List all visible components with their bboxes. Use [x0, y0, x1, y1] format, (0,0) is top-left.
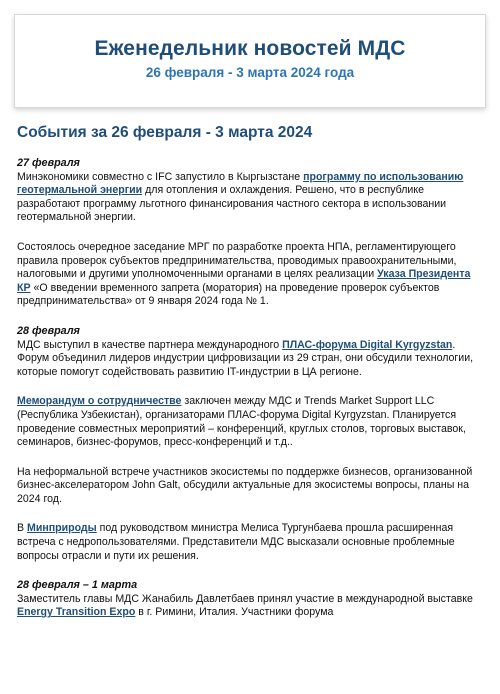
news-item-energy-expo — [17, 593, 483, 620]
newsletter-header — [14, 14, 486, 108]
news-text: заключен между МДС и Trends Market Support LLC (Республика Узбекистан), организаторами ПЛАС-форума Digital Kyrgyzstan. Планируется проведение совместных мероприятий – конференций, круглых столов, торговых выставок, семинаров, бизнес-форумов, пресс-конференций и т.д.. — [17, 395, 466, 449]
newsletter-period: 26 февраля - 3 марта 2024 года — [145, 65, 355, 80]
news-text: МДС выступил в качестве партнера международного — [17, 338, 283, 351]
news-item-john-galt: На неформальной встрече участников экосистемы по поддержке бизнесов, организованной бизнес-акселератором John Galt, обсудили актуальные для экосистемы вопросы, планы на 2024 год. — [17, 465, 473, 505]
news-text: для отопления и охлаждения. Решено, что в республике разработают программу льготного финансирования частного сектора в использовании геотермальной энергии. — [17, 184, 447, 224]
date-heading-28-feb: 28 февраля — [17, 324, 80, 337]
energy-transition-expo-link[interactable]: Energy Transition Expo — [17, 606, 136, 619]
news-item-minprirody — [17, 522, 483, 563]
news-text: В — [17, 522, 28, 535]
news-text: Минэкономики совместно с IFC запустило в Кыргызстане — [17, 170, 304, 183]
date-heading-27-feb: 27 февраля — [17, 157, 80, 169]
newsletter-body — [17, 124, 483, 620]
president-decree-link[interactable]: Указа Президента КР — [17, 268, 471, 294]
news-item-memorandum — [17, 395, 483, 449]
news-item-geothermal — [17, 171, 483, 225]
news-text: Заместитель главы МДС Жанабиль Давлетбаев принял участие в международной выставке — [17, 592, 473, 605]
news-text: в г. Римини, Италия. Участники форума — [135, 606, 334, 619]
news-item-mrg-meeting — [17, 241, 483, 309]
geothermal-program-link[interactable]: программу по использованию геотермальной энергии — [17, 170, 464, 197]
news-text: . Форум объединил лидеров индустрии цифровизации из 29 стран, они обсудили технологии, которые помогут содействовать развитию IT-индустрии в ЦА регионе. — [17, 338, 474, 378]
date-heading-28-feb-1-mar: 28 февраля – 1 марта — [17, 579, 138, 592]
news-text: под руководством министра Мелиса Тургунбаева прошла расширенная встреча с недропользователями. Представители МДС высказали основные проблемные вопросы отрасли и пути их решения. — [17, 522, 455, 562]
section-title: События за 26 февраля - 3 марта 2024 — [17, 124, 313, 141]
minprirody-link[interactable]: Минприроды — [27, 522, 97, 535]
newsletter-title: Еженедельник новостей МДС — [94, 37, 406, 60]
news-text: «О введении временного запрета (моратория) на проведение проверок субъектов предпринимательства» от 9 января 2024 года № 1. — [17, 281, 440, 308]
digital-kyrgyzstan-forum-link[interactable]: ПЛАС-форума Digital Kyrgyzstan — [282, 338, 453, 351]
memorandum-link[interactable]: Меморандум о сотрудничестве — [17, 395, 182, 408]
news-text: Состоялось очередное заседание МРГ по разработке проекта НПА, регламентирующего правила проверок субъектов предпринимательства, проводимых правоохранительными, налоговыми и другими уполномоченными органами в целях реализации — [17, 240, 457, 281]
news-item-digital-forum — [17, 339, 483, 380]
